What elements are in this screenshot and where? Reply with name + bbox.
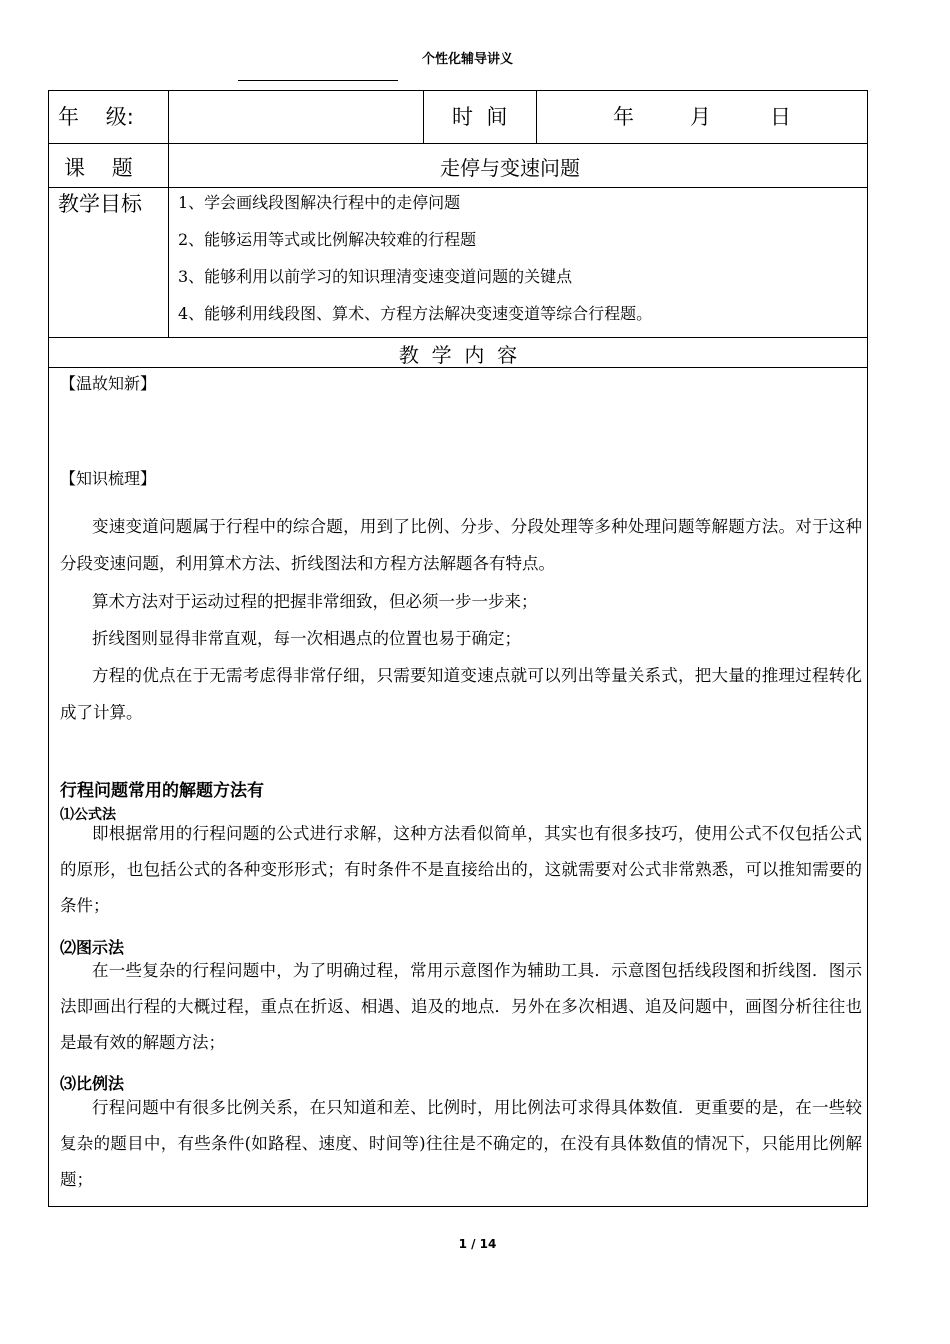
date-month: 月 (690, 105, 711, 129)
grade-label: 年 级: (58, 105, 134, 129)
content-header: 教 学 内 容 (398, 343, 518, 367)
page-number: 1 / 14 (458, 1237, 497, 1251)
topic-label: 课 题 (64, 156, 133, 180)
goal-item-1: 1、学会画线段图解决行程中的走停问题 (178, 193, 461, 212)
method-diagram-body: 在一些复杂的行程问题中，为了明确过程，常用示意图作为辅助工具．示意图包括线段图和折线图．图示法即画出行程的大概过程，重点在折返、相遇、追及的地点．另外在多次相遇、追及问题中，画图分析往往也是最有效的解题方法； (60, 961, 862, 1052)
method-ratio-body: 行程问题中有很多比例关系，在只知道和差、比例时，用比例法可求得具体数值．更重要的是，在一些较复杂的题目中，有些条件(如路程、速度、时间等)往往是不确定的，在没有具体数值的情况下，只能用比例解题； (60, 1098, 862, 1189)
summary-paragraph-2: 算术方法对于运动过程的把握非常细致，但必须一步一步来； (92, 592, 538, 611)
method-ratio-title: ⑶比例法 (60, 1074, 125, 1093)
methods-heading: 行程问题常用的解题方法有 (60, 781, 264, 801)
method-formula-title: ⑴公式法 (60, 807, 116, 823)
method-formula-body: 即根据常用的行程问题的公式进行求解，这种方法看似简单，其实也有很多技巧，使用公式不仅包括公式的原形，也包括公式的各种变形形式；有时条件不是直接给出的，这就需要对公式非常熟悉，可以推知需要的条件； (60, 824, 862, 915)
summary-paragraph-1: 变速变道问题属于行程中的综合题，用到了比例、分步、分段处理等多种处理问题等解题方法。对于这种分段变速问题，利用算术方法、折线图法和方程方法解题各有特点。 (60, 517, 862, 573)
time-label: 时 间 (452, 105, 508, 129)
summary-paragraph-4: 方程的优点在于无需考虑得非常仔细，只需要知道变速点就可以列出等量关系式，把大量的推理过程转化成了计算。 (60, 666, 862, 722)
page-header-title: 个性化辅导讲义 (421, 52, 513, 67)
goals-label: 教学目标 (58, 192, 142, 216)
header-underline (238, 80, 398, 81)
goal-item-2: 2、能够运用等式或比例解决较难的行程题 (178, 230, 477, 249)
goal-item-4: 4、能够利用线段图、算术、方程方法解决变速变道等综合行程题。 (178, 304, 653, 323)
date-day: 日 (770, 105, 791, 129)
method-diagram-title: ⑵图示法 (60, 938, 125, 957)
review-heading: 【温故知新】 (60, 374, 157, 393)
summary-paragraph-3: 折线图则显得非常直观，每一次相遇点的位置也易于确定； (92, 629, 521, 648)
goal-item-3: 3、能够利用以前学习的知识理清变速变道问题的关键点 (178, 267, 573, 286)
summary-heading: 【知识梳理】 (60, 469, 157, 488)
date-year: 年 (613, 105, 634, 129)
topic-value: 走停与变速问题 (440, 156, 580, 180)
